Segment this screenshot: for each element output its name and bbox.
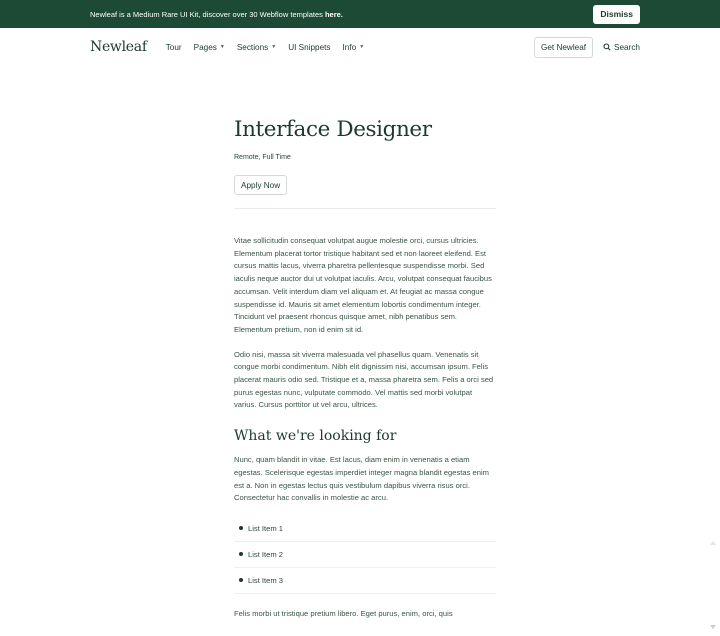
page-title: Interface Designer [234, 117, 432, 142]
list-item: List Item 1 [234, 516, 496, 542]
scroll-up-icon[interactable] [710, 541, 716, 545]
banner-link[interactable]: here. [324, 9, 343, 19]
nav-links [166, 43, 364, 52]
nav-link-info[interactable]: Info ▼ [342, 42, 365, 52]
list-item: List Item 3 [234, 568, 496, 594]
nav-link-pages[interactable]: Pages ▼ [193, 42, 225, 52]
chevron-down-icon: ▼ [359, 44, 365, 50]
bullet-icon [239, 578, 243, 582]
promo-banner [0, 0, 720, 28]
paragraph-2: Odio nisi, massa sit viverra malesuada vel phasellus quam. Venenatis sit congue morbi condimentum. Nibh elit dignissim nisi, accumsan ipsum. Felis placerat mauris odio sed. Tristique et a, massa pharetra sem. Felis a orci sed purus egestas nunc, vulputate commodo. Vel mattis sed morbi volutpat varius. Cursus porttitor ut vel arcu, ultrices. [234, 349, 494, 410]
job-meta: Remote, Full Time [234, 154, 291, 161]
paragraph-4: Felis morbi ut tristique pretium libero. Eget purus, enim, orci, quis [234, 608, 453, 618]
paragraph-1: Vitae sollicitudin consequat volutpat augue molestie orci, cursus ultricies. Elementum placerat tortor tristique habitant sed et non laoreet eleifend. Est cursus mattis lacus, viverra pharetra pellentesque suspendisse morbi. Sed iaculis neque auctor dui ut volutpat iaculis. Arcu, volutpat consequat faucibus accumsan. Velit interdum diam vel aliquam et. At feugiat ac massa congue suspendisse id. Mauris sit amet elementum lobortis condimentum integer. Tincidunt vel praesent rhoncus quisque amet, nibh penatibus sem. Elementum pretium, non id enim sit id. [234, 236, 492, 334]
get-newleaf-button[interactable]: Get Newleaf [534, 37, 593, 58]
nav-link-tour[interactable]: Tour [165, 42, 182, 52]
requirements-list [234, 516, 496, 594]
apply-now-button[interactable]: Apply Now [234, 175, 287, 195]
nav-right [534, 37, 640, 58]
section-heading: What we're looking for [234, 428, 397, 445]
banner-text: Newleaf is a Medium Rare UI Kit, discover over 30 Webflow templates here. [90, 9, 343, 19]
search-button[interactable]: Search [603, 43, 640, 52]
logo[interactable]: Newleaf [90, 39, 147, 55]
nav-link-sections[interactable]: Sections ▼ [236, 42, 277, 52]
divider [234, 208, 496, 209]
list-item: List Item 2 [234, 542, 496, 568]
bullet-icon [239, 526, 243, 530]
job-content [234, 110, 496, 621]
bullet-icon [239, 552, 243, 556]
paragraph-3: Nunc, quam blandit in vitae. Est lacus, diam enim in venenatis a etiam egestas. Scelerisque egestas imperdiet integer magna blandit egestas enim est a. Non in egestas lectus quis vestibulum dapibus viverra risus orci. Consectetur hac convallis in molestie ac arcu. [234, 455, 489, 503]
search-icon [603, 43, 611, 51]
chevron-down-icon: ▼ [219, 44, 225, 50]
nav-link-ui-snippets[interactable]: UI Snippets [288, 42, 331, 52]
navbar [0, 28, 720, 66]
chevron-down-icon: ▼ [271, 44, 277, 50]
dismiss-button[interactable]: Dismiss [593, 5, 640, 24]
scroll-down-icon[interactable] [710, 625, 716, 629]
